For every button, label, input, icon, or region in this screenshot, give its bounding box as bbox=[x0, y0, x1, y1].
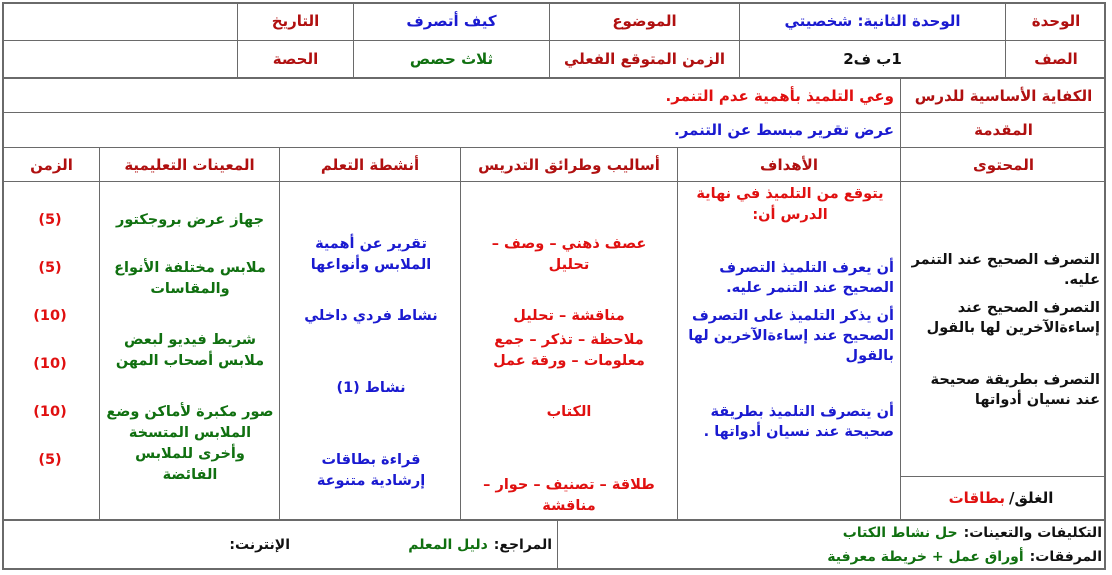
method-item: عصف ذهني – وصف – تحليل bbox=[491, 236, 647, 273]
references-value: دليل المعلم bbox=[408, 537, 488, 553]
content-item: التصرف الصحيح عند التنمر عليه. bbox=[911, 252, 1100, 288]
assignments-label: التكليفات والتعينات: bbox=[963, 525, 1102, 541]
method-item: مناقشة – تحليل bbox=[513, 308, 625, 324]
period-label: الحصة bbox=[272, 50, 319, 68]
col-aids-header: المعينات التعليمية bbox=[124, 155, 255, 174]
method-item: طلاقة – تصنيف – حوار – مناقشة bbox=[483, 477, 655, 514]
method-item: الكتاب bbox=[546, 404, 592, 420]
internet-row bbox=[190, 530, 290, 560]
activity-item: تقرير عن أهمية الملابس وأنواعها bbox=[310, 236, 432, 273]
content-item: التصرف الصحيح عند إساءةالآخرين لها بالقول bbox=[926, 300, 1100, 336]
assignments-value: حل نشاط الكتاب bbox=[842, 525, 958, 541]
core-competency-value: وعي التلميذ بأهمية عدم التنمر. bbox=[665, 86, 894, 105]
vrule-footer bbox=[557, 519, 558, 570]
period-value[interactable] bbox=[4, 41, 237, 77]
activity-item: نشاط فردي داخلي bbox=[304, 308, 438, 324]
aid-item: ملابس مختلفة الأنواع والمقاسات bbox=[114, 260, 266, 297]
time-value: (10) bbox=[33, 308, 67, 324]
grade-label: الصف bbox=[1034, 50, 1078, 68]
vrule-b1 bbox=[900, 147, 901, 519]
references-row bbox=[340, 530, 552, 560]
references-label: المراجع: bbox=[493, 537, 552, 553]
closing-label: الغلق/ bbox=[1009, 489, 1054, 507]
closing-value: بطاقات bbox=[948, 489, 1006, 507]
time-value: (10) bbox=[33, 356, 67, 372]
vrule-b5 bbox=[99, 147, 100, 519]
col-content-header: المحتوى bbox=[973, 155, 1034, 174]
aid-item: جهاز عرض بروجكتور bbox=[115, 212, 265, 228]
col-objectives-header: الأهداف bbox=[760, 155, 818, 174]
activity-item: قراءة بطاقات إرشادية متنوعة bbox=[316, 452, 426, 489]
activity-item: نشاط (1) bbox=[336, 380, 406, 396]
col-methods-header: أساليب وطرائق التدريس bbox=[478, 155, 660, 174]
date-value[interactable] bbox=[4, 2, 237, 40]
topic-label: الموضوع bbox=[612, 12, 677, 30]
vrule-b4 bbox=[279, 147, 280, 519]
unit-label: الوحدة bbox=[1031, 12, 1081, 30]
introduction-value: عرض تقرير مبسط عن التنمر. bbox=[674, 121, 894, 139]
introduction-label: المقدمة bbox=[974, 121, 1033, 139]
unit-value: الوحدة الثانية: شخصيتي bbox=[784, 12, 961, 30]
objective-item: أن يذكر التلميذ على التصرف الصحيح عند إساءةالآخرين لها بالقول bbox=[688, 308, 894, 364]
aid-item: صور مكبرة لأماكن وضع الملابس المتسخة وأخرى للملابس الفائضة bbox=[106, 404, 274, 483]
time-value: (5) bbox=[38, 260, 62, 276]
date-label: التاريخ bbox=[271, 12, 320, 30]
grade-value: 1ب ف2 bbox=[843, 50, 902, 68]
expected-time-label: الزمن المتوقع الفعلي bbox=[563, 50, 726, 68]
col-time-header: الزمن bbox=[30, 155, 73, 174]
content-item: التصرف بطريقة صحيحة عند نسيان أدواتها bbox=[930, 372, 1100, 408]
time-value: (5) bbox=[38, 212, 62, 228]
core-competency-label: الكفاية الأساسية للدرس bbox=[914, 86, 1093, 105]
rule-row5 bbox=[2, 181, 1106, 182]
vrule-b2 bbox=[677, 147, 678, 519]
col-activities-header: أنشطة التعلم bbox=[320, 155, 420, 174]
method-item: ملاحظة – تذكر – جمع معلومات – ورقة عمل bbox=[493, 332, 645, 369]
vrule-b3 bbox=[460, 147, 461, 519]
closing-cell bbox=[901, 477, 1101, 519]
objective-item: أن يعرف التلميذ التصرف الصحيح عند التنمر عليه. bbox=[719, 260, 894, 296]
aid-item: شريط فيديو لبعض ملابس أصحاب المهن bbox=[115, 332, 265, 369]
objectives-intro: يتوقع من التلميذ في نهاية الدرس أن: bbox=[696, 186, 884, 223]
time-value: (5) bbox=[38, 452, 62, 468]
time-value: (10) bbox=[33, 404, 67, 420]
topic-value: كيف أتصرف bbox=[406, 12, 497, 30]
attachments-row bbox=[562, 545, 1102, 569]
objective-item: أن يتصرف التلميذ بطريقة صحيحة عند نسيان أدواتها . bbox=[703, 404, 894, 440]
assignments-row bbox=[562, 521, 1102, 545]
attachments-value: أوراق عمل + خريطة معرفية bbox=[827, 549, 1024, 565]
attachments-label: المرفقات: bbox=[1029, 549, 1102, 565]
expected-time-value: ثلاث حصص bbox=[409, 50, 494, 68]
internet-label: الإنترنت: bbox=[229, 537, 290, 553]
